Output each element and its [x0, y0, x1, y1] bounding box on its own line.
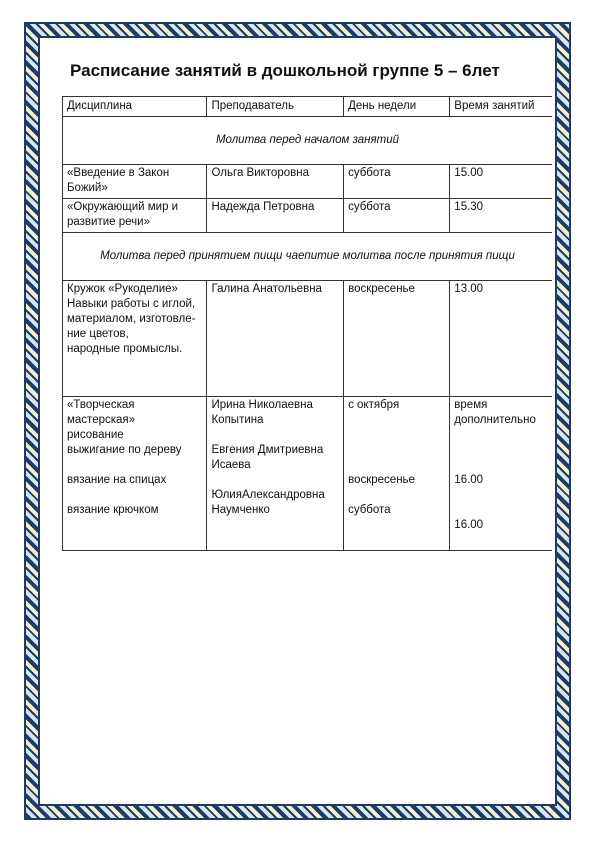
- time-cell: 15.30: [450, 199, 552, 233]
- discipline-cell: «Введение в Закон Божий»: [63, 165, 207, 199]
- time-cell: 13.00: [450, 281, 552, 397]
- header-discipline: Дисциплина: [63, 97, 207, 117]
- day-cell: воскресенье: [344, 281, 450, 397]
- page-title: Расписание занятий в дошкольной группе 5 – 6лет: [70, 61, 500, 80]
- table-row: [63, 281, 553, 397]
- header-time: Время занятий: [450, 97, 552, 117]
- prayer-start-text: Молитва перед началом занятий: [63, 117, 553, 165]
- day-cell: суббота: [344, 199, 450, 233]
- header-day: День недели: [344, 97, 450, 117]
- teacher-cell: Надежда Петровна: [207, 199, 344, 233]
- teacher-cell: Ирина Николаевна Копытина Евгения Дмитриевна Исаева ЮлияАлександровна Наумченко: [207, 397, 344, 551]
- teacher-cell: Ольга Викторовна: [207, 165, 344, 199]
- time-cell: 15.00: [450, 165, 552, 199]
- table-row: [63, 199, 553, 233]
- table-row: [63, 165, 553, 199]
- day-cell: с октября воскресенье суббота: [344, 397, 450, 551]
- day-cell: суббота: [344, 165, 450, 199]
- header-teacher: Преподаватель: [207, 97, 344, 117]
- discipline-cell: «Творческая мастерская» рисование выжигание по дереву вязание на спицах вязание крючком: [63, 397, 207, 551]
- discipline-cell: «Окружающий мир и развитие речи»: [63, 199, 207, 233]
- teacher-cell: Галина Анатольевна: [207, 281, 344, 397]
- table-header-row: [63, 97, 553, 117]
- prayer-start-row: [63, 117, 553, 165]
- prayer-meal-text: Молитва перед принятием пищи чаепитие молитва после принятия пищи: [63, 233, 553, 281]
- schedule-table: [62, 96, 552, 551]
- table-row: [63, 397, 553, 551]
- prayer-meal-row: [63, 233, 553, 281]
- time-cell: время дополнительно 16.00 16.00: [450, 397, 552, 551]
- discipline-cell: Кружок «Рукоделие» Навыки работы с иглой, материалом, изготовле- ние цветов, народные промыслы.: [63, 281, 207, 397]
